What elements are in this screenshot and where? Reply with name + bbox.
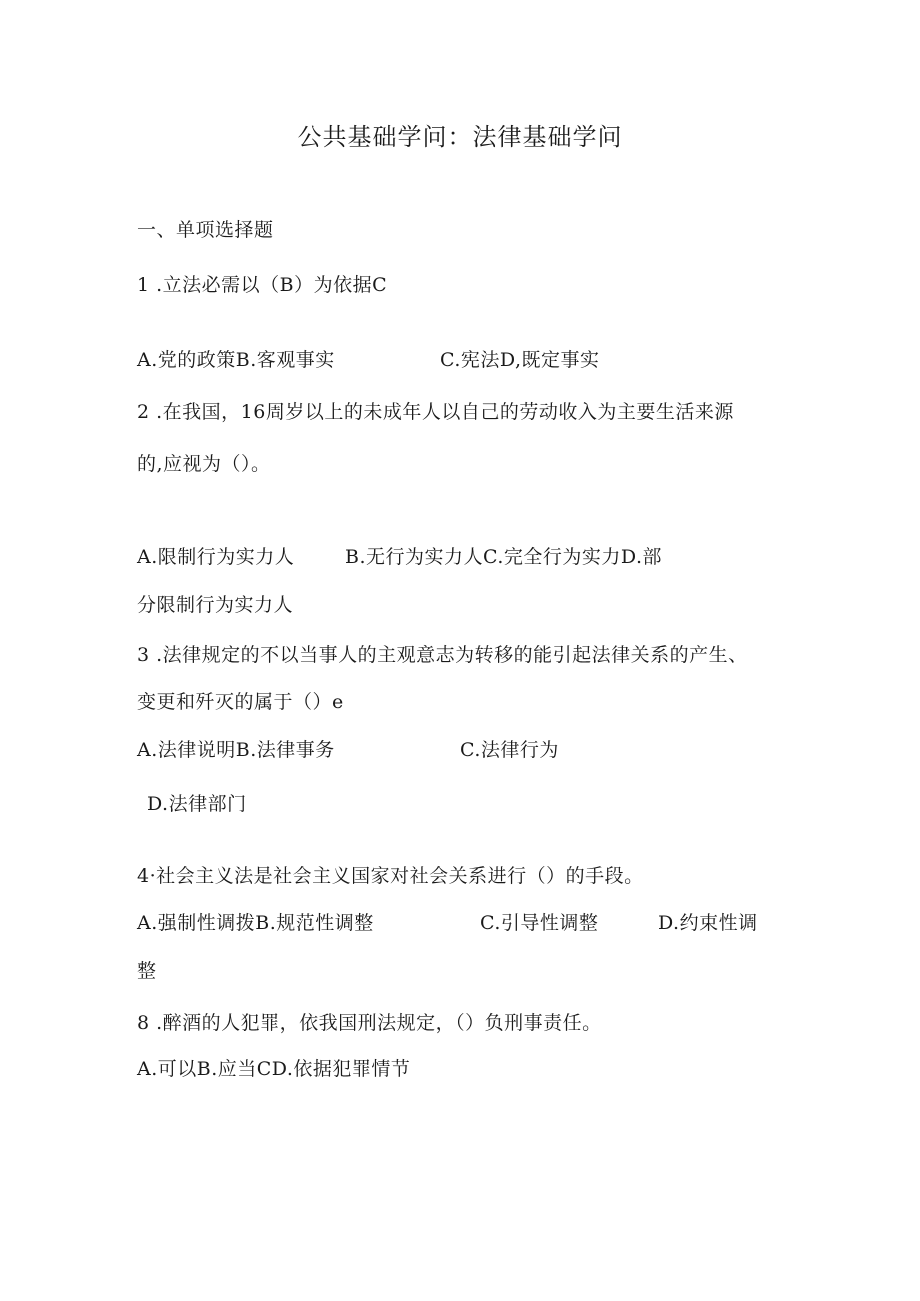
question-1-stem: 1 .立法必需以（B）为依据C bbox=[137, 274, 388, 296]
section-heading: 一、单项选择题 bbox=[137, 219, 274, 241]
question-3-option-c: C.法律行为 bbox=[460, 739, 559, 761]
question-8-options: A.可以B.应当CD.依据犯罪情节 bbox=[137, 1058, 411, 1080]
question-2-stem-line2: 的,应视为（）。 bbox=[137, 453, 271, 475]
question-2-stem-line1: 2 .在我国，16周岁以上的未成年人以自己的劳动收入为主要生活来源 bbox=[137, 401, 734, 423]
question-3-stem-line1: 3 .法律规定的不以当事人的主观意志为转移的能引起法律关系的产生、 bbox=[137, 644, 748, 666]
question-4-option-d-continued: 整 bbox=[137, 960, 157, 982]
question-4-stem: 4·社会主义法是社会主义国家对社会关系进行（）的手段。 bbox=[137, 865, 644, 887]
question-2-option-d-continued: 分限制行为实力人 bbox=[137, 594, 294, 616]
question-1-options-ab: A.党的政策B.客观事实 bbox=[137, 349, 335, 371]
question-3-options-ab: A.法律说明B.法律事务 bbox=[137, 739, 335, 761]
question-4-options-ab: A.强制性调拨B.规范性调整 bbox=[137, 912, 374, 934]
question-3-option-d: D.法律部门 bbox=[147, 793, 247, 815]
question-2-options-bcd: B.无行为实力人C.完全行为实力D.部 bbox=[345, 546, 662, 568]
question-3-stem-line2: 变更和歼灭的属于（）e bbox=[137, 691, 344, 713]
question-1-options-cd: C.宪法D,既定事实 bbox=[440, 349, 600, 371]
question-2-option-a: A.限制行为实力人 bbox=[137, 546, 295, 568]
question-4-option-d: D.约束性调 bbox=[658, 912, 758, 934]
question-8-stem: 8 .醉酒的人犯罪，依我国刑法规定，（）负刑事责任。 bbox=[137, 1012, 602, 1034]
question-4-option-c: C.引导性调整 bbox=[480, 912, 599, 934]
page-title: 公共基础学问：法律基础学问 bbox=[297, 123, 623, 151]
